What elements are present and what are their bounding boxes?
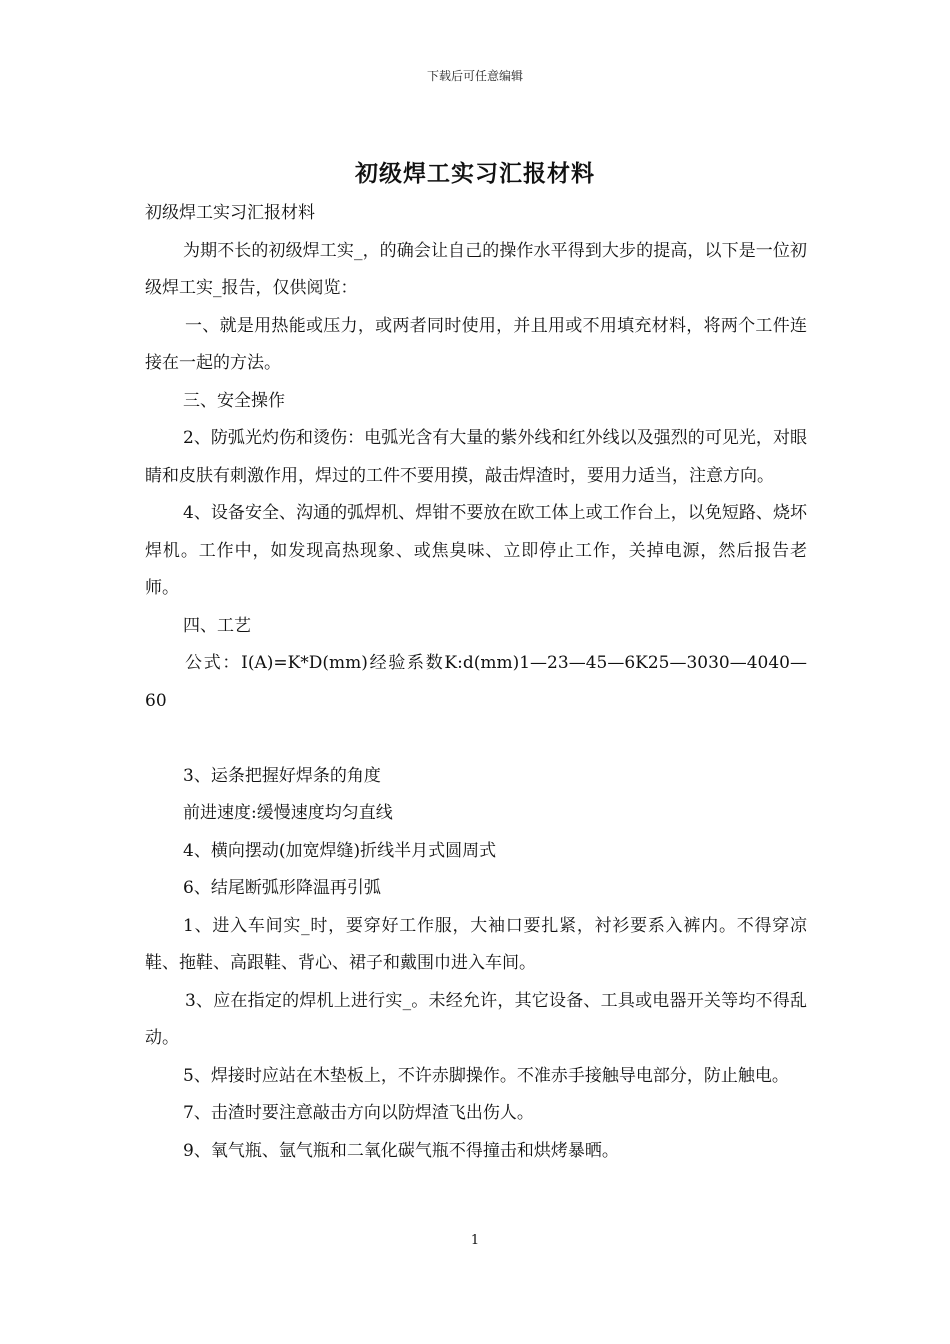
paragraph-assigned-welder: 3、应在指定的焊机上进行实_。未经允许，其它设备、工具或电器开关等均不得乱动。	[145, 990, 807, 1048]
paragraph-intro: 为期不长的初级焊工实_，的确会让自己的操作水平得到大步的提高，以下是一位初级焊工实_报告，仅供阅览：	[145, 240, 807, 298]
paragraph-gas-cylinders: 9、氧气瓶、氩气瓶和二氧化碳气瓶不得撞击和烘烤暴晒。	[183, 1140, 619, 1161]
section-heading-safety: 三、安全操作	[183, 390, 285, 411]
paragraph-definition: 一、就是用热能或压力，或两者同时使用，并且用或不用填充材料，将两个工件连接在一起的方法。	[145, 315, 807, 373]
paragraph-workwear: 1、进入车间实_时，要穿好工作服，大袖口要扎紧，衬衫要系入裤内。不得穿凉鞋、拖鞋、高跟鞋、背心、裙子和戴围巾进入车间。	[145, 915, 807, 973]
page-number: 1	[470, 1233, 480, 1248]
section-heading-process: 四、工艺	[183, 615, 251, 636]
paragraph-footboard: 5、焊接时应站在木垫板上，不许赤脚操作。不准赤手接触导电部分，防止触电。	[183, 1065, 789, 1086]
paragraph-equipment-safety: 4、设备安全、沟通的弧焊机、焊钳不要放在欧工体上或工作台上，以免短路、烧坏焊机。工作中，如发现高热现象、或焦臭味、立即停止工作，关掉电源，然后报告老师。	[145, 503, 807, 598]
paragraph-arc-end: 6、结尾断弧形降温再引弧	[183, 878, 381, 898]
paragraph-arc-burn: 2、防弧光灼伤和烫伤：电弧光含有大量的紫外线和红外线以及强烈的可见光，对眼睛和皮肤有刺激作用，焊过的工件不要用摸，敲击焊渣时，要用力适当，注意方向。	[145, 428, 807, 486]
paragraph-travel-speed: 前进速度:缓慢速度均匀直线	[183, 803, 393, 823]
paragraph-slag: 7、击渣时要注意敲击方向以防焊渣飞出伤人。	[183, 1103, 534, 1123]
blank-line	[145, 720, 807, 758]
paragraph-weave: 4、横向摆动(加宽焊缝)折线半月式圆周式	[183, 840, 497, 861]
paragraph-formula: 公式：I(A)=K*D(mm)经验系数K:d(mm)1—23—45—6K25—3030—4040—60	[145, 653, 807, 711]
paragraph-electrode-angle: 3、运条把握好焊条的角度	[183, 765, 381, 786]
document-title: 初级焊工实习汇报材料	[355, 160, 595, 187]
header-note: 下载后可任意编辑	[426, 69, 523, 83]
paragraph-subtitle: 初级焊工实习汇报材料	[145, 203, 315, 223]
document-body	[145, 195, 807, 1170]
